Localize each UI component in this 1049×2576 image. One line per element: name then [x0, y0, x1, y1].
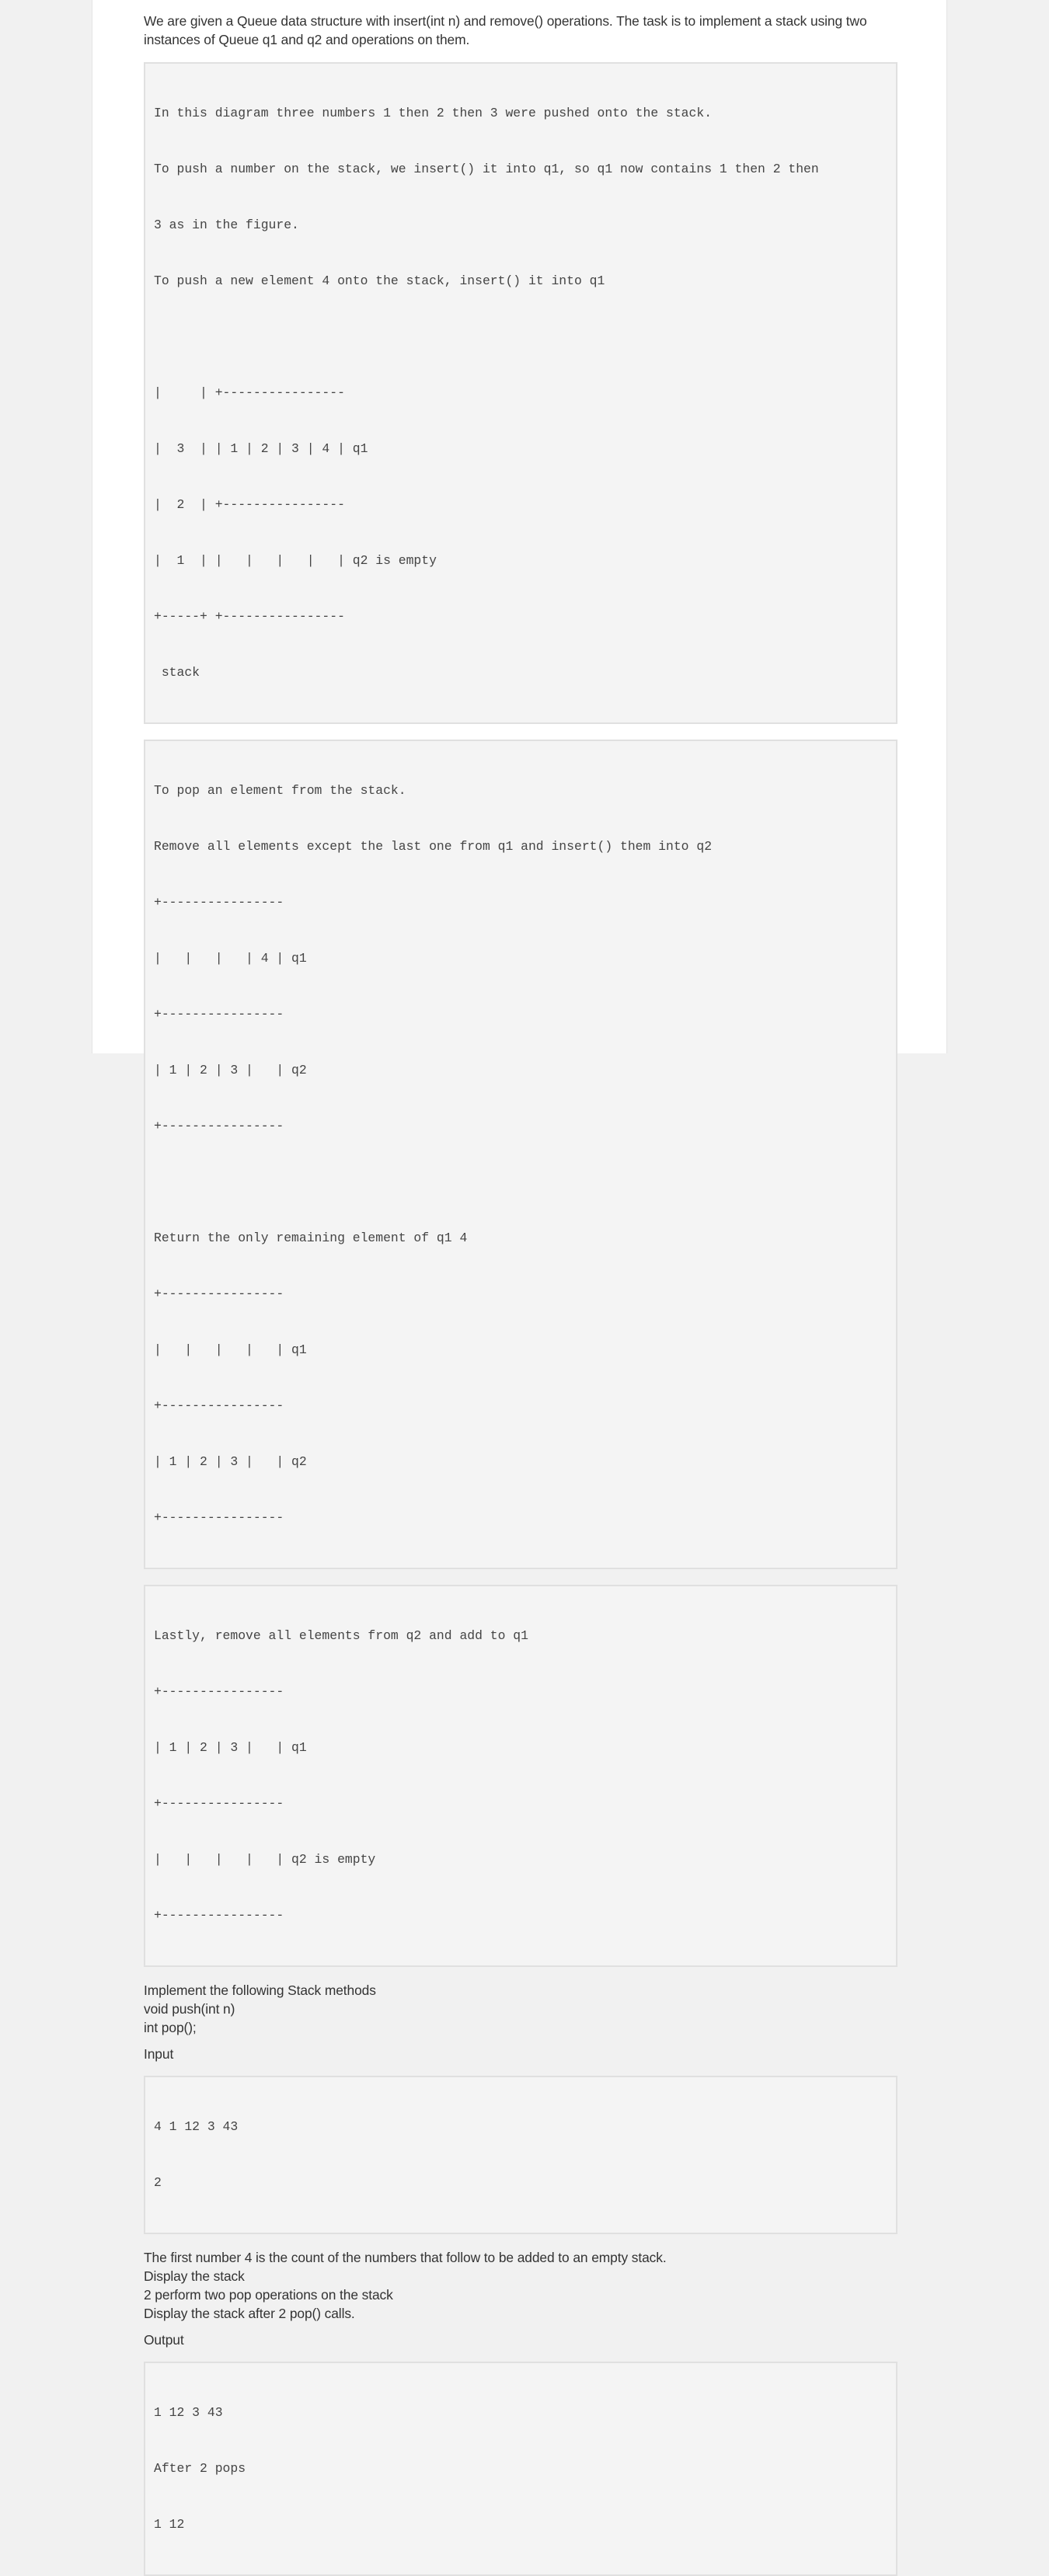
code-line: To pop an element from the stack.: [154, 783, 406, 798]
code-line: | | | | | q1: [154, 1342, 307, 1357]
code-line: | | | | 4 | q1: [154, 951, 307, 966]
code-line: | 1 | | | | | | q2 is empty: [154, 553, 437, 568]
output-label: Output: [144, 2332, 184, 2348]
article-content: [144, 12, 897, 2576]
explanation-line: Display the stack after 2 pop() calls.: [144, 2306, 355, 2321]
methods-line: Implement the following Stack methods: [144, 1982, 376, 1998]
code-line: +----------------: [154, 1286, 284, 1301]
methods-line: void push(int n): [144, 2001, 235, 2017]
intro-line: We are given a Queue data structure with insert(int n) and remove() operations. The task is to implement a stack using two: [144, 13, 867, 29]
explanation-line: Display the stack: [144, 2268, 245, 2284]
code-line: To push a number on the stack, we insert() it into q1, so q1 now contains 1 then 2 then: [154, 162, 819, 176]
code-line: 1 12 3 43: [154, 2405, 223, 2420]
code-line: +----------------: [154, 1119, 284, 1133]
code-line: | 1 | 2 | 3 | | q2: [154, 1063, 307, 1077]
restore-diagram-block: [144, 1585, 897, 1967]
code-line: +----------------: [154, 895, 284, 910]
code-line: +----------------: [154, 1908, 284, 1923]
output-sample-block: [144, 2362, 897, 2576]
code-line: Return the only remaining element of q1 4: [154, 1231, 468, 1245]
code-line: 2: [154, 2175, 162, 2190]
code-line: After 2 pops: [154, 2461, 246, 2476]
code-line: | 1 | 2 | 3 | | q1: [154, 1740, 307, 1755]
code-line: In this diagram three numbers 1 then 2 then 3 were pushed onto the stack.: [154, 106, 713, 120]
code-line: +----------------: [154, 1398, 284, 1413]
pop-diagram-block: [144, 740, 897, 1569]
push-diagram-block: [144, 62, 897, 724]
code-line: 1 12: [154, 2517, 185, 2532]
code-line: | 3 | | 1 | 2 | 3 | 4 | q1: [154, 441, 368, 456]
output-heading: [144, 2331, 897, 2349]
code-line: +----------------: [154, 1796, 284, 1811]
code-line: To push a new element 4 onto the stack, insert() it into q1: [154, 273, 605, 288]
code-line: +----------------: [154, 1007, 284, 1022]
code-line: 4 1 12 3 43: [154, 2119, 239, 2134]
code-line: +----------------: [154, 1684, 284, 1699]
code-line: 3 as in the figure.: [154, 218, 299, 232]
code-line: [154, 328, 887, 346]
code-line: | 2 | +----------------: [154, 497, 345, 512]
page-container: [92, 0, 947, 2532]
code-line: | | +----------------: [154, 385, 345, 400]
code-line: | | | | | q2 is empty: [154, 1852, 376, 1867]
code-line: +----------------: [154, 1510, 284, 1525]
input-heading: [144, 2045, 897, 2063]
methods-description: [144, 1981, 897, 2037]
code-line: [154, 1173, 887, 1192]
input-explanation: [144, 2248, 897, 2323]
intro-line: instances of Queue q1 and q2 and operations on them.: [144, 32, 470, 47]
code-line: stack: [154, 665, 200, 680]
explanation-line: 2 perform two pop operations on the stack: [144, 2287, 393, 2303]
input-sample-block: [144, 2076, 897, 2234]
code-line: | 1 | 2 | 3 | | q2: [154, 1454, 307, 1469]
explanation-line: The first number 4 is the count of the numbers that follow to be added to an empty stack.: [144, 2250, 667, 2265]
methods-line: int pop();: [144, 2020, 197, 2035]
code-line: Remove all elements except the last one from q1 and insert() them into q2: [154, 839, 713, 854]
input-label: Input: [144, 2046, 174, 2062]
code-line: Lastly, remove all elements from q2 and add to q1: [154, 1628, 528, 1643]
code-line: +-----+ +----------------: [154, 609, 345, 624]
problem-intro: [144, 12, 897, 49]
